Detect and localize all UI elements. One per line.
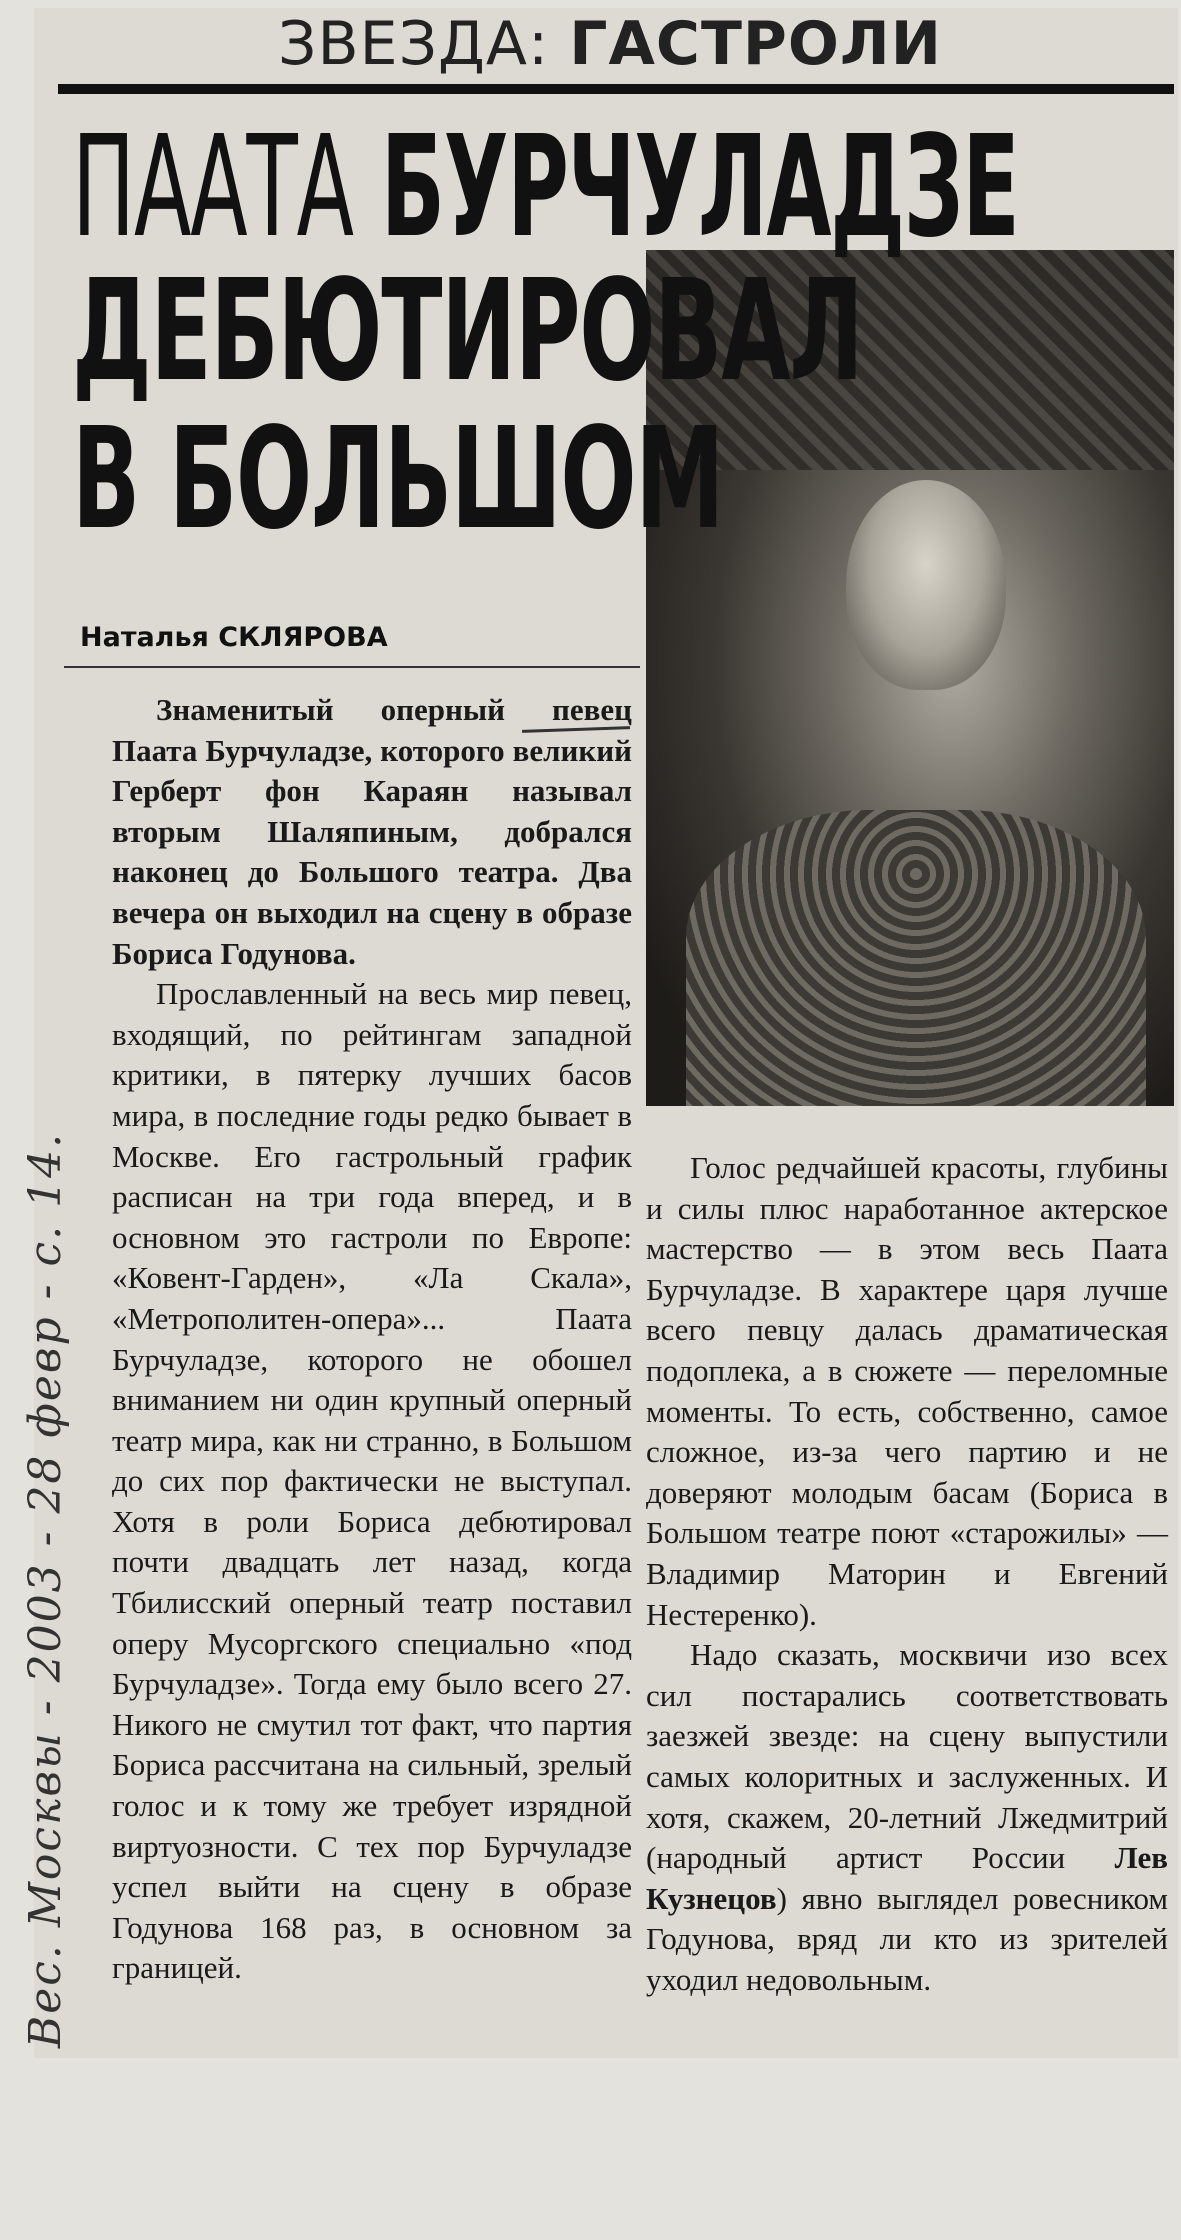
section-rubric bbox=[230, 8, 990, 80]
headline-line-1 bbox=[72, 106, 1019, 269]
rubric-main: ГАСТРОЛИ bbox=[569, 9, 942, 79]
body-paragraph-2: Голос редчайшей красоты, глубины и силы плюс наработанное актерское мастерство — в этом весь Паата Бурчуладзе. В характере царя лучше всего певцу далась драматическая подоплека, а в сюжете — переломные моменты. То есть, собственно, самое сложное, из-за чего партию и не доверяют молодым басам (Бориса в Большом театре поют «старожилы» — Владимир Маторин и Евгений Нестеренко). bbox=[646, 1150, 1168, 1632]
rubric-rule bbox=[58, 84, 1174, 94]
body-paragraph-3-part-a: Надо сказать, москвичи изо всех сил постарались соответствовать заезжей звезде: на сцену выпустили самых колоритных и заслуженных. И хотя, скажем, 20-летний Лжедмитрий (народный артист России bbox=[646, 1637, 1168, 1876]
headline-name-thin: ПААТА bbox=[72, 106, 353, 269]
body-paragraph-1: Прославленный на весь мир певец, входящий, по рейтингам западной критики, в пятерку лучших басов мира, в последние годы редко бывает в Москве. Его гастрольный график расписан на три года вперед, и в основном это гастроли по Европе: «Ковент-Гарден», «Ла Скала», «Метрополитен-опера»... Паата Бурчуладзе, которого не обошел вниманием ни один крупный оперный театр мира, как ни странно, в Большом до сих пор фактически не выступал. Хотя в роли Бориса дебютировал почти двадцать лет назад, когда Тбилисский оперный театр поставил оперу Мусоргского специально «под Бурчуладзе». Тогда ему было всего 27. Никого не смутил тот факт, что партия Бориса рассчитана на сильный, зрелый голос и к тому же требует изрядной виртуозности. С тех пор Бурчуладзе успел выйти на сцену в образе Годунова 168 раз, в основном за границей. bbox=[112, 976, 632, 1986]
body-paragraph-3 bbox=[646, 1635, 1168, 2000]
byline: Наталья СКЛЯРОВА bbox=[80, 622, 388, 653]
handwritten-source-note: Вес. Москвы - 2003 - 28 февр - с. 14. bbox=[20, 1131, 71, 2049]
headline-line-2: ДЕБЮТИРОВАЛ bbox=[72, 250, 863, 413]
actor-name: Лев Кузнецов bbox=[646, 1840, 1168, 1916]
body-paragraph-3-part-b: ) явно выглядел ровесником Годунова, вряд ли кто из зрителей уходил недовольным. bbox=[646, 1880, 1168, 1997]
headline-name-bold: БУРЧУЛАДЗЕ bbox=[380, 106, 1019, 269]
headline-line-3: В БОЛЬШОМ bbox=[72, 398, 724, 561]
byline-rule bbox=[64, 666, 640, 668]
article-column-2 bbox=[646, 1148, 1168, 2000]
photo-robe-shape bbox=[686, 810, 1146, 1106]
article-column-1 bbox=[112, 690, 632, 1989]
rubric-prefix: ЗВЕЗДА: bbox=[278, 9, 550, 79]
photo-face-shape bbox=[846, 480, 1006, 690]
lead-paragraph: Знаменитый оперный певец Паата Бурчуладзе, которого великий Герберт фон Караян называл вторым Шаляпиным, добрался наконец до Большого театра. Два вечера он выходил на сцену в образе Бориса Годунова. bbox=[112, 692, 632, 971]
